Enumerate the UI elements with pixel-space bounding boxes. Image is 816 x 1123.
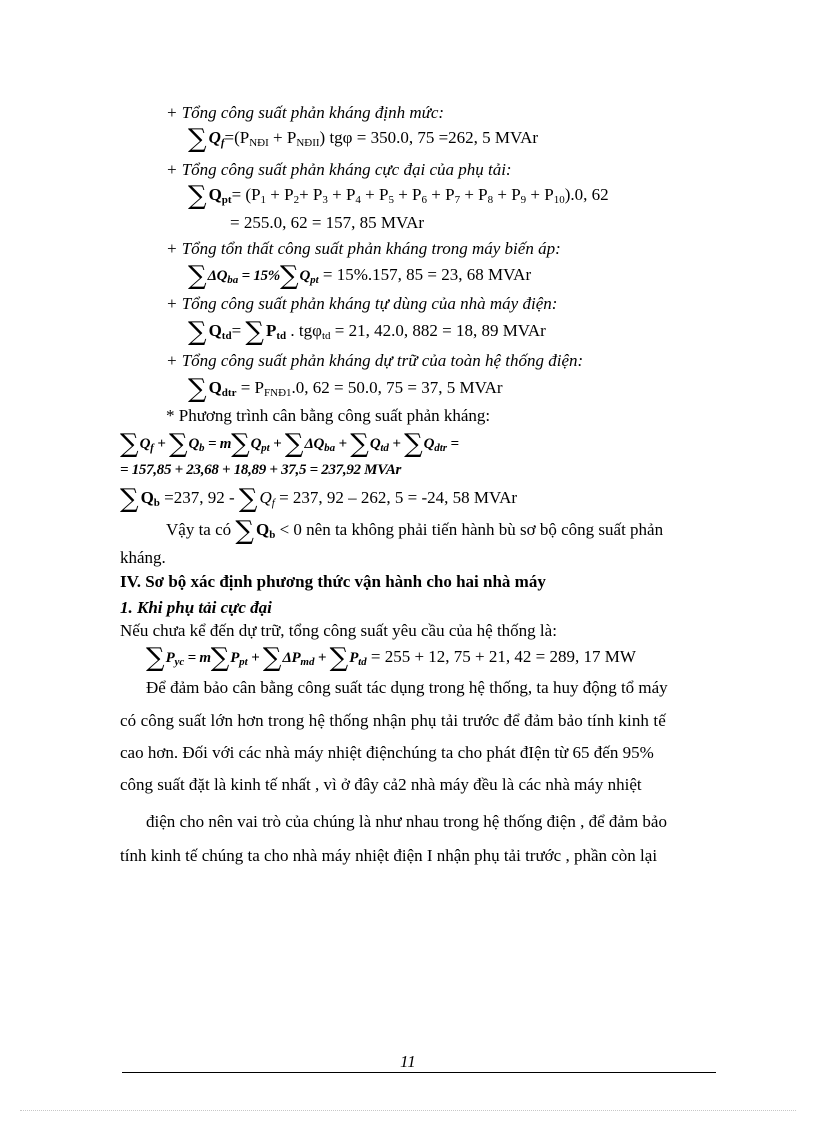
sum-icon: ∑ xyxy=(146,643,165,673)
sum-icon: ∑ xyxy=(235,516,254,546)
item-4-formula: ∑ $Q_{td}=$ ∑ $P_{td}$ . tgφ$_{td}$ = 21, 42.0, 882 = 18, 89 MVAr xyxy=(188,317,546,347)
sum-icon: ∑ xyxy=(188,374,207,404)
paragraph-2-line-1: điện cho nên vai trò của chúng là như nhau trong hệ thống điện , để đảm bảo xyxy=(146,812,667,831)
item-2-label: + Tổng công suất phản kháng cực đại của phụ tải: xyxy=(166,160,512,179)
item-5-label: + Tổng công suất phản kháng dự trữ của toàn hệ thống điện: xyxy=(166,351,584,370)
sum-icon: ∑ xyxy=(279,261,299,291)
qb-equation: ∑ $Q_b =237$, 92 - ∑ $Q_f = 237$, 92 – 262, 5 = -24, 58 MVAr xyxy=(120,484,518,514)
intro-line: Nếu chưa kể đến dự trữ, tổng công suất yêu cầu của hệ thống là: xyxy=(120,621,557,640)
paragraph-1-line-3: cao hơn. Đối với các nhà máy nhiệt điệnchúng ta cho phát đIện từ 65 đến 95% xyxy=(120,743,654,762)
sum-icon: ∑ xyxy=(404,429,423,459)
item-2-continuation: = 255.0, 62 = 157, 85 MVAr xyxy=(230,213,425,232)
balance-equation-line-1: $\sum Q_f + \sum Q_b = m\sum Q_{pt} + \sum\Delta Q_{ba} + \sum Q_{td} + \sum Q_{dtr}$ = xyxy=(120,429,459,459)
paragraph-1-line-2: có công suất lớn hơn trong hệ thống nhận phụ tải trước để đảm bảo tính kinh tế xyxy=(120,711,666,730)
sum-icon: ∑ xyxy=(210,643,230,673)
sum-icon: ∑ xyxy=(238,484,258,514)
sum-icon: ∑ xyxy=(350,429,369,459)
item-1-label: + Tổng công suất phản kháng định mức: xyxy=(166,103,445,122)
sum-icon: ∑ xyxy=(231,429,250,459)
sum-icon: ∑ xyxy=(262,643,282,673)
conclusion-line-2: kháng. xyxy=(120,548,166,567)
page-edge-dots xyxy=(20,1110,796,1111)
item-3-formula: $\sum\Delta Q_{ba} = 15\%\sum Q_{pt} = 15\%.157$, 85 = 23, 68 MVAr xyxy=(188,261,532,291)
sum-icon: ∑ xyxy=(284,429,304,459)
sum-icon: ∑ xyxy=(188,181,207,211)
item-5-formula: ∑ $Q_{dtr} = P_{FNĐ1}.0$, 62 = 50.0, 75 = 37, 5 MVAr xyxy=(188,374,503,404)
subsection-heading: 1. Khi phụ tải cực đại xyxy=(120,598,272,617)
sum-icon: ∑ xyxy=(168,429,188,459)
sum-icon: ∑ xyxy=(188,124,207,154)
section-heading: IV. Sơ bộ xác định phương thức vận hành cho hai nhà máy xyxy=(120,572,546,591)
item-4-label: + Tổng công suất phản kháng tự dùng của nhà máy điện: xyxy=(166,294,558,313)
sum-icon: ∑ xyxy=(188,317,207,347)
item-1-formula: ∑ $Q_f=(P_{NĐI} + P_{NĐII}) tg\varphi = 350.0$, 75 =262, 5 MVAr xyxy=(188,124,539,154)
page-number: 11 xyxy=(400,1052,416,1071)
sum-icon: ∑ xyxy=(329,643,349,673)
sum-icon: ∑ xyxy=(120,484,139,514)
item-2-formula: ∑ $Q_{pt}= (P_1 + P_2+ P_3 + P_4 + P_5 + P_6 + P_7 + P_8 + P_9 + P_{10}).0$, 62 xyxy=(188,181,609,211)
paragraph-2-line-2: tính kinh tế chúng ta cho nhà máy nhiệt điện I nhận phụ tải trước , phần còn lại xyxy=(120,846,658,865)
sum-icon: ∑ xyxy=(188,261,207,291)
paragraph-1-line-1: Để đảm bảo cân bằng công suất tác dụng trong hệ thống, ta huy động tổ máy xyxy=(146,678,668,697)
footer-rule xyxy=(122,1072,716,1073)
sum-icon: ∑ xyxy=(120,429,139,459)
balance-equation-line-2: = 157,85 + 23,68 + 18,89 + 37,5 = 237,92 MVAr xyxy=(120,462,402,478)
power-equation: $\sum P_{yc} = m\sum P_{pt} + \sum\Delta P_{md} + \sum P_{td} = 255 + 12$, 75 + 21, 42 = 289, 17 MW xyxy=(146,643,636,673)
conclusion-line-1: Vậy ta có ∑ $Q_b < 0$ nên ta không phải tiến hành bù sơ bộ công suất phản xyxy=(166,516,664,546)
item-3-label: + Tổng tổn thất công suất phản kháng trong máy biến áp: xyxy=(166,239,561,258)
balance-label: * Phương trình cân bằng công suất phản kháng: xyxy=(166,406,491,425)
sum-icon: ∑ xyxy=(245,317,264,347)
paragraph-1-line-4: công suất đặt là kinh tế nhất , vì ở đây cả2 nhà máy đều là các nhà máy nhiệt xyxy=(120,775,642,794)
